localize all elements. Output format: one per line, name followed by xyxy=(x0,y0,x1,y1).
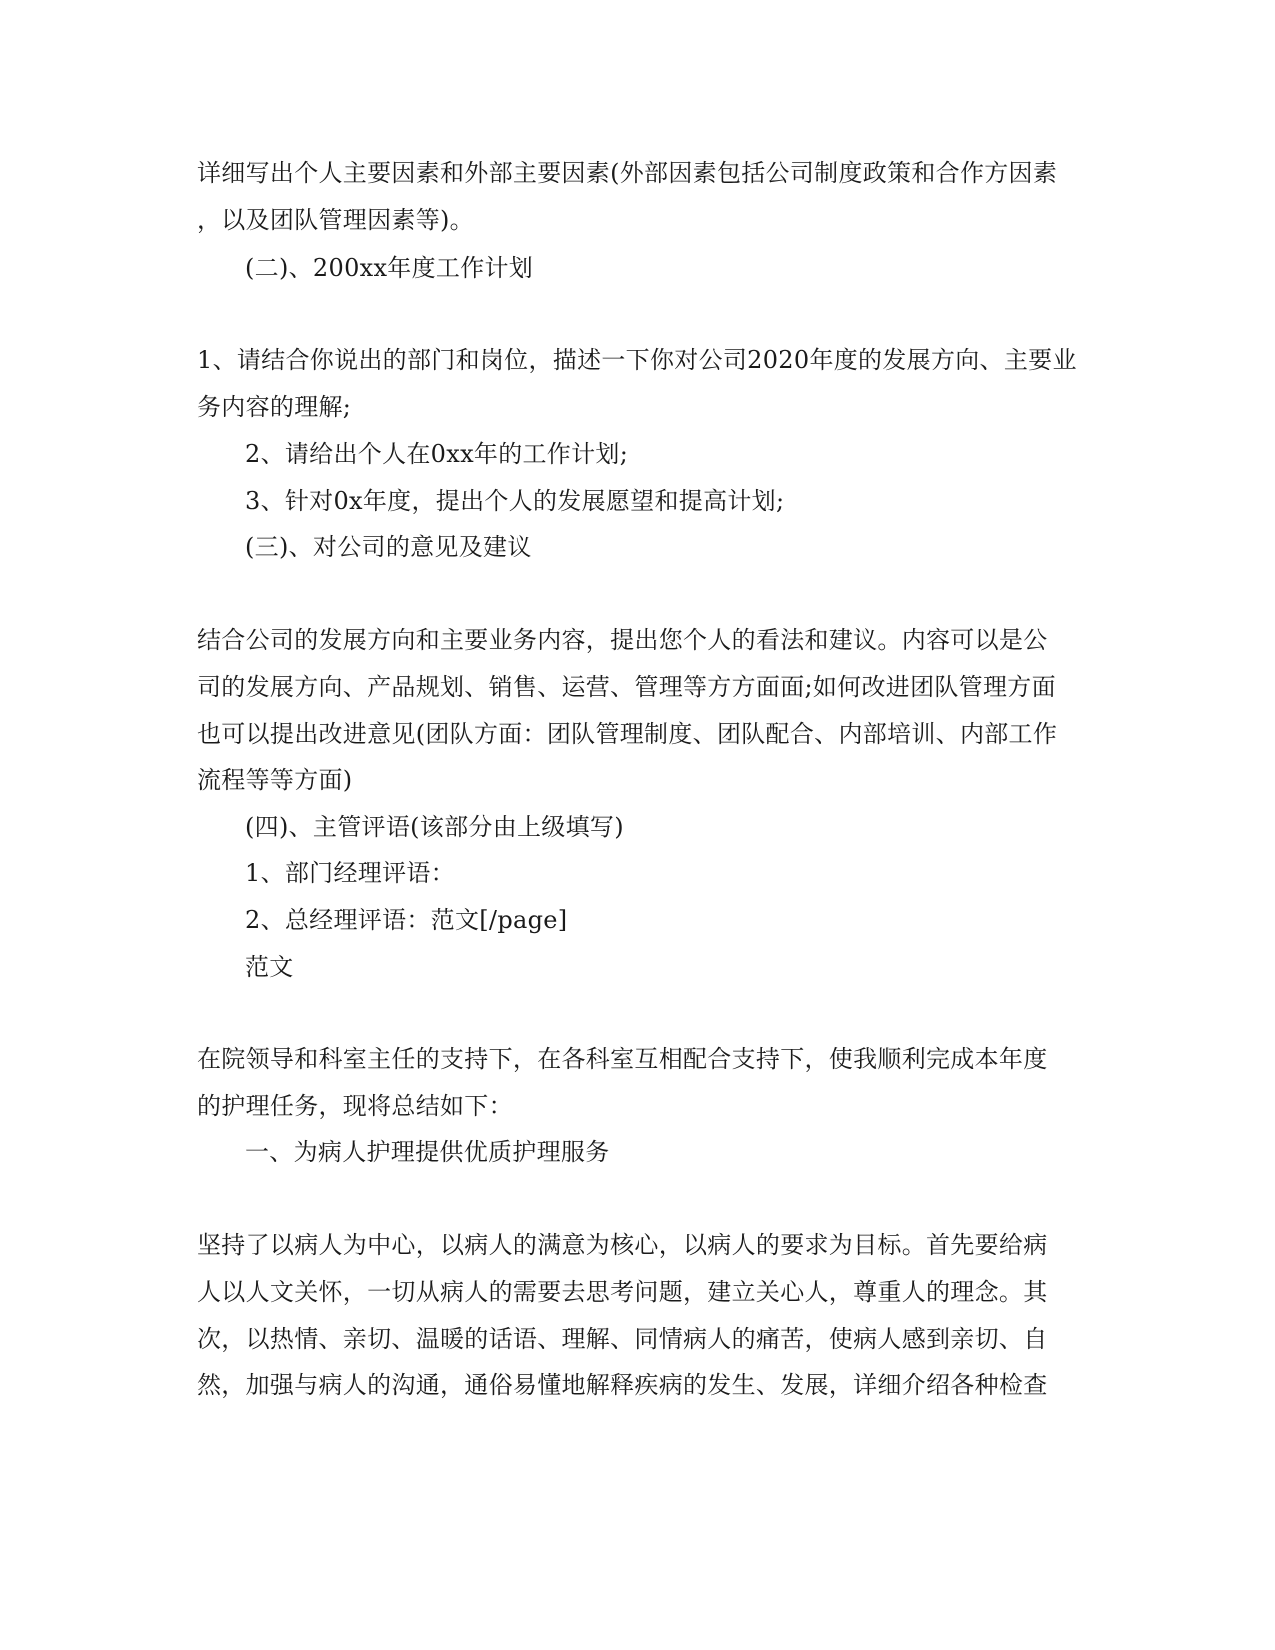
section-heading: (四)、主管评语(该部分由上级填写) xyxy=(245,813,624,841)
list-item: 2、总经理评语：范文[/page] xyxy=(245,906,568,934)
section-heading: (三)、对公司的意见及建议 xyxy=(245,533,532,561)
text-line: 然，加强与病人的沟通，通俗易懂地解释疾病的发生、发展，详细介绍各种检查 xyxy=(197,1371,1048,1399)
text-line: 务内容的理解; xyxy=(197,393,352,421)
list-item: 2、请给出个人在0xx年的工作计划; xyxy=(245,440,629,468)
text-line: 司的发展方向、产品规划、销售、运营、管理等方方面面;如何改进团队管理方面 xyxy=(197,673,1056,701)
list-item: 3、针对0x年度，提出个人的发展愿望和提高计划; xyxy=(245,487,785,515)
text-line: 坚持了以病人为中心，以病人的满意为核心，以病人的要求为目标。首先要给病 xyxy=(197,1231,1048,1259)
text-line: 也可以提出改进意见(团队方面：团队管理制度、团队配合、内部培训、内部工作 xyxy=(197,720,1058,748)
section-heading: (二)、200xx年度工作计划 xyxy=(245,254,534,282)
text-line: 人以人文关怀，一切从病人的需要去思考问题，建立关心人，尊重人的理念。其 xyxy=(197,1278,1048,1306)
text-line: 结合公司的发展方向和主要业务内容，提出您个人的看法和建议。内容可以是公 xyxy=(197,626,1048,654)
subheading: 范文 xyxy=(245,953,294,981)
section-heading: 一、为病人护理提供优质护理服务 xyxy=(245,1138,610,1166)
text-line: 详细写出个人主要因素和外部主要因素(外部因素包括公司制度政策和合作方因素 xyxy=(197,159,1058,187)
text-line: 次，以热情、亲切、温暖的话语、理解、同情病人的痛苦，使病人感到亲切、自 xyxy=(197,1325,1048,1353)
text-line: 的护理任务，现将总结如下： xyxy=(197,1092,513,1120)
text-line: 在院领导和科室主任的支持下，在各科室互相配合支持下，使我顺利完成本年度 xyxy=(197,1045,1048,1073)
list-item: 1、部门经理评语： xyxy=(245,859,455,887)
text-line: 1、请结合你说出的部门和岗位，描述一下你对公司2020年度的发展方向、主要业 xyxy=(197,346,1077,374)
text-line: 流程等等方面) xyxy=(197,766,353,794)
text-line: ，以及团队管理因素等)。 xyxy=(197,206,474,234)
